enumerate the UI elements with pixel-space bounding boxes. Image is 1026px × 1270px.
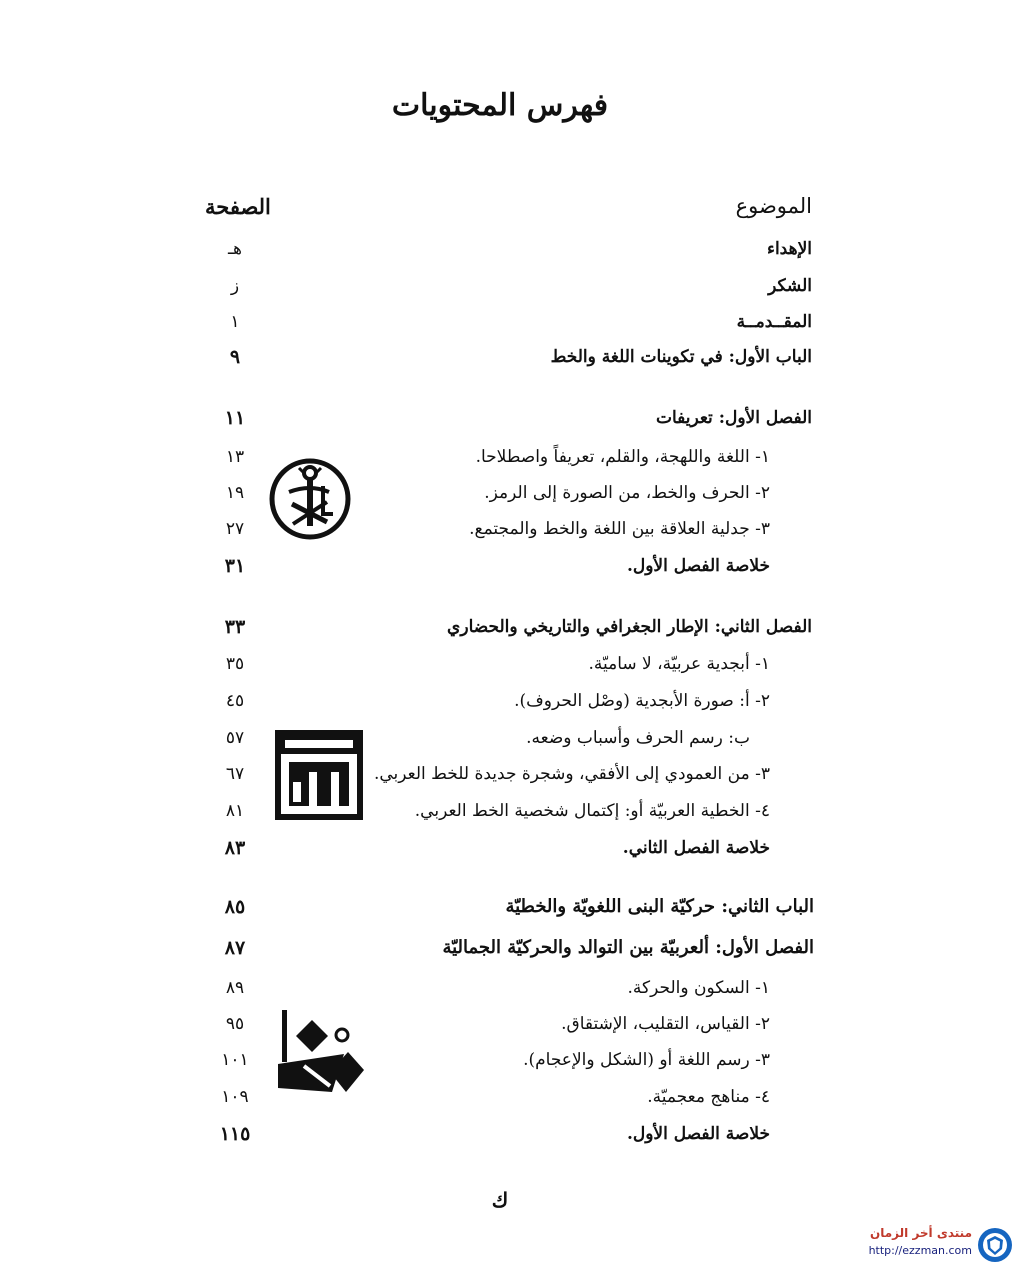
entry-text: ٢- القياس، التقليب، الإشتقاق. <box>561 1014 770 1034</box>
page-title: فهرس المحتويات <box>391 88 609 123</box>
entry-text: ٤- مناهج معجميّة. <box>647 1087 770 1107</box>
entry-page: ٨١ <box>225 801 245 821</box>
toc-entry-section <box>0 1080 1026 1114</box>
entry-text: المقــدمــة <box>736 312 812 332</box>
entry-text: ٣- من العمودي إلى الأفقي، وشجرة جديدة للخط العربي. <box>373 764 770 784</box>
toc-entry-dedication <box>0 232 1026 266</box>
toc-entry-chapter <box>0 610 1026 644</box>
entry-page: ١٩ <box>225 483 245 503</box>
entry-page: ١١٥ <box>219 1123 251 1145</box>
toc-entry-chapter <box>0 401 1026 435</box>
entry-text: خلاصة الفصل الثاني. <box>622 838 770 858</box>
toc-entry-subsection <box>0 721 1026 755</box>
toc-entry-section <box>0 1007 1026 1041</box>
shield-logo-icon <box>976 1226 1014 1264</box>
entry-text: ٣- جدلية العلاقة بين اللغة والخط والمجتمع. <box>469 519 770 539</box>
toc-entry-thanks <box>0 269 1026 303</box>
toc-entry-summary <box>0 1117 1026 1151</box>
entry-page: ٣٥ <box>225 654 245 674</box>
watermark-url: http://ezzman.com <box>868 1244 972 1257</box>
entry-text: الباب الثاني: حركيّة البنى اللغويّة والخطيّة <box>505 896 814 917</box>
page-column-header: الصفحة <box>205 194 271 219</box>
entry-text: الباب الأول: في تكوينات اللغة والخط <box>550 347 812 367</box>
toc-entry-section <box>0 757 1026 791</box>
entry-page: ٦٧ <box>225 764 245 784</box>
entry-page: هـ <box>228 239 242 259</box>
topic-column-header: الموضوع <box>735 194 812 218</box>
forum-watermark <box>838 1224 1018 1264</box>
toc-entry-section <box>0 794 1026 828</box>
entry-text: ١- اللغة واللهجة، والقلم، تعريفاً واصطلاحا. <box>475 447 770 467</box>
toc-entry-introduction <box>0 305 1026 339</box>
entry-text: ٣- رسم اللغة أو (الشكل والإعجام). <box>523 1050 770 1070</box>
toc-entry-section <box>0 684 1026 718</box>
toc-entry-section <box>0 971 1026 1005</box>
page-folio: ك <box>491 1188 509 1212</box>
entry-page: ٨٧ <box>224 937 246 959</box>
entry-text: الفصل الأول: تعريفات <box>655 408 812 428</box>
toc-entry-part-two <box>0 890 1026 924</box>
entry-page: ٩٥ <box>225 1014 245 1034</box>
toc-entry-section <box>0 512 1026 546</box>
entry-page: ١ <box>230 312 240 332</box>
entry-text: ب: رسم الحرف وأسباب وضعه. <box>526 728 750 748</box>
entry-page: ٨٥ <box>224 896 246 918</box>
entry-page: ٨٩ <box>225 978 245 998</box>
toc-entry-part-one <box>0 340 1026 374</box>
toc-entry-section <box>0 647 1026 681</box>
entry-text: خلاصة الفصل الأول. <box>626 1124 770 1144</box>
entry-page: ٤٥ <box>225 691 245 711</box>
circular-calligraphy-ornament <box>267 456 353 542</box>
entry-text: ١- السكون والحركة. <box>627 978 770 998</box>
entry-page: ٢٧ <box>225 519 245 539</box>
entry-text: الفصل الأول: ألعربيّة بين التوالد والحركيّة الجماليّة <box>442 937 814 958</box>
entry-text: الفصل الثاني: الإطار الجغرافي والتاريخي والحضاري <box>447 617 812 637</box>
toc-entry-section <box>0 476 1026 510</box>
entry-page: ١٣ <box>225 447 245 467</box>
entry-text: ٤- الخطية العربيّة أو: إكتمال شخصية الخط العربي. <box>414 801 770 821</box>
entry-page: ٥٧ <box>225 728 245 748</box>
diamond-calligraphy-ornament <box>274 1008 366 1100</box>
square-kufic-ornament <box>275 730 363 820</box>
entry-page: ٣١ <box>224 555 246 577</box>
entry-text: الشكر <box>768 276 812 296</box>
toc-entry-chapter <box>0 931 1026 965</box>
entry-page: ٩ <box>229 346 241 368</box>
entry-page: ١٠٩ <box>221 1087 249 1107</box>
entry-text: ١- أبجدية عربيّة، لا ساميّة. <box>588 654 770 674</box>
entry-page: ١٠١ <box>221 1050 249 1070</box>
toc-entry-summary <box>0 831 1026 865</box>
entry-page: ٨٣ <box>224 837 246 859</box>
entry-text: خلاصة الفصل الأول. <box>626 556 770 576</box>
entry-page: ٣٣ <box>224 616 246 638</box>
entry-text: الإهداء <box>766 239 812 259</box>
toc-entry-section <box>0 440 1026 474</box>
entry-text: ٢- أ: صورة الأبجدية (وصْل الحروف). <box>514 691 770 711</box>
toc-entry-summary <box>0 549 1026 583</box>
entry-text: ٢- الحرف والخط، من الصورة إلى الرمز. <box>484 483 770 503</box>
watermark-name: منتدى أخر الزمان <box>870 1226 972 1240</box>
entry-page: ١١ <box>224 407 246 429</box>
toc-entry-section <box>0 1043 1026 1077</box>
entry-page: ز <box>230 276 240 296</box>
